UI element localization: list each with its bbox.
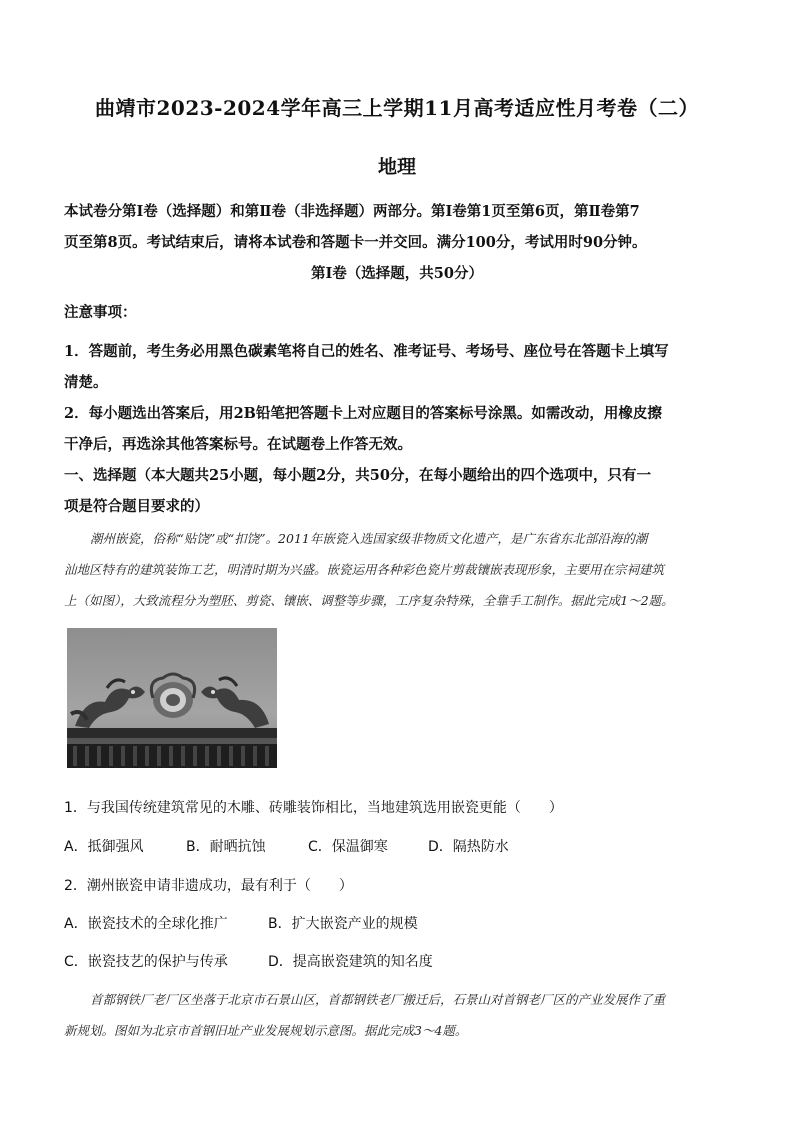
part-one-line-1: 一、选择题（本大题共25小题，每小题2分，共50分，在每小题给出的四个选项中，只有一 — [64, 467, 651, 484]
notice-item-1 — [64, 336, 732, 398]
intro-paragraph — [64, 196, 732, 258]
section-title: 第Ⅰ卷（选择题，共50分） — [311, 265, 483, 282]
part-one-heading — [64, 460, 732, 522]
question-2-stem: 2．潮州嵌瓷申请非遗成功，最有利于（ ） — [64, 878, 353, 894]
passage-2-line-2: 新规划。图如为北京市首钢旧址产业发展规划示意图。据此完成3～4题。 — [64, 1023, 468, 1038]
notice-item-1-line-2: 清楚。 — [64, 374, 108, 391]
passage-1 — [64, 523, 734, 616]
subject-title: 地理 — [377, 156, 416, 178]
intro-line-1: 本试卷分第Ⅰ卷（选择题）和第Ⅱ卷（非选择题）两部分。第Ⅰ卷第1页至第6页，第Ⅱ卷第7 — [64, 203, 640, 220]
notice-item-2-line-1: 2．每小题选出答案后，用2B铅笔把答题卡上对应题目的答案标号涂黑。如需改动，用橡皮擦 — [64, 405, 662, 422]
question-2-option-c: C．嵌瓷技艺的保护与传承 — [64, 954, 228, 970]
photo-roof-dragons — [67, 628, 277, 768]
roof-dragons-icon — [67, 628, 277, 768]
notice-item-1-line-1: 1．答题前，考生务必用黑色碳素笔将自己的姓名、准考证号、考场号、座位号在答题卡上填写 — [64, 343, 669, 360]
question-2-option-b: B．扩大嵌瓷产业的规模 — [268, 916, 418, 932]
question-1-option-a: A．抵御强风 — [64, 839, 144, 855]
intro-line-2: 页至第8页。考试结束后，请将本试卷和答题卡一并交回。满分100分，考试用时90分钟。 — [64, 234, 647, 251]
part-one-line-2: 项是符合题目要求的） — [64, 498, 209, 515]
notice-heading: 注意事项： — [64, 304, 137, 321]
passage-1-line-2: 汕地区特有的建筑装饰工艺，明清时期为兴盛。嵌瓷运用各种彩色瓷片剪裁镶嵌表现形象，主要用在宗祠建筑 — [64, 562, 665, 577]
question-1-option-d: D．隔热防水 — [428, 839, 509, 855]
exam-title: 曲靖市2023-2024学年高三上学期11月高考适应性月考卷（二） — [95, 96, 699, 120]
passage-2 — [64, 984, 734, 1046]
question-2-option-d: D．提高嵌瓷建筑的知名度 — [268, 954, 433, 970]
question-1-option-b: B．耐晒抗蚀 — [186, 839, 266, 855]
notice-item-2-line-2: 干净后，再选涂其他答案标号。在试题卷上作答无效。 — [64, 436, 412, 453]
passage-2-line-1: 首都钢铁厂老厂区坐落于北京市石景山区，首都钢铁老厂搬迁后，石景山对首钢老厂区的产业发展作了重 — [90, 992, 666, 1007]
passage-1-line-1: 潮州嵌瓷，俗称“贴饶”或“扣饶”。2011年嵌瓷入选国家级非物质文化遗产，是广东省东北部沿海的潮 — [90, 531, 648, 546]
notice-item-2 — [64, 398, 732, 460]
passage-1-line-3: 上（如图），大致流程分为塑胚、剪瓷、镶嵌、调整等步骤，工序复杂特殊，全靠手工制作。据此完成1～2题。 — [64, 593, 674, 608]
question-1-stem: 1．与我国传统建筑常见的木雕、砖雕装饰相比，当地建筑选用嵌瓷更能（ ） — [64, 800, 563, 816]
question-2-option-a: A．嵌瓷技术的全球化推广 — [64, 916, 228, 932]
question-1-option-c: C．保温御寒 — [308, 839, 388, 855]
